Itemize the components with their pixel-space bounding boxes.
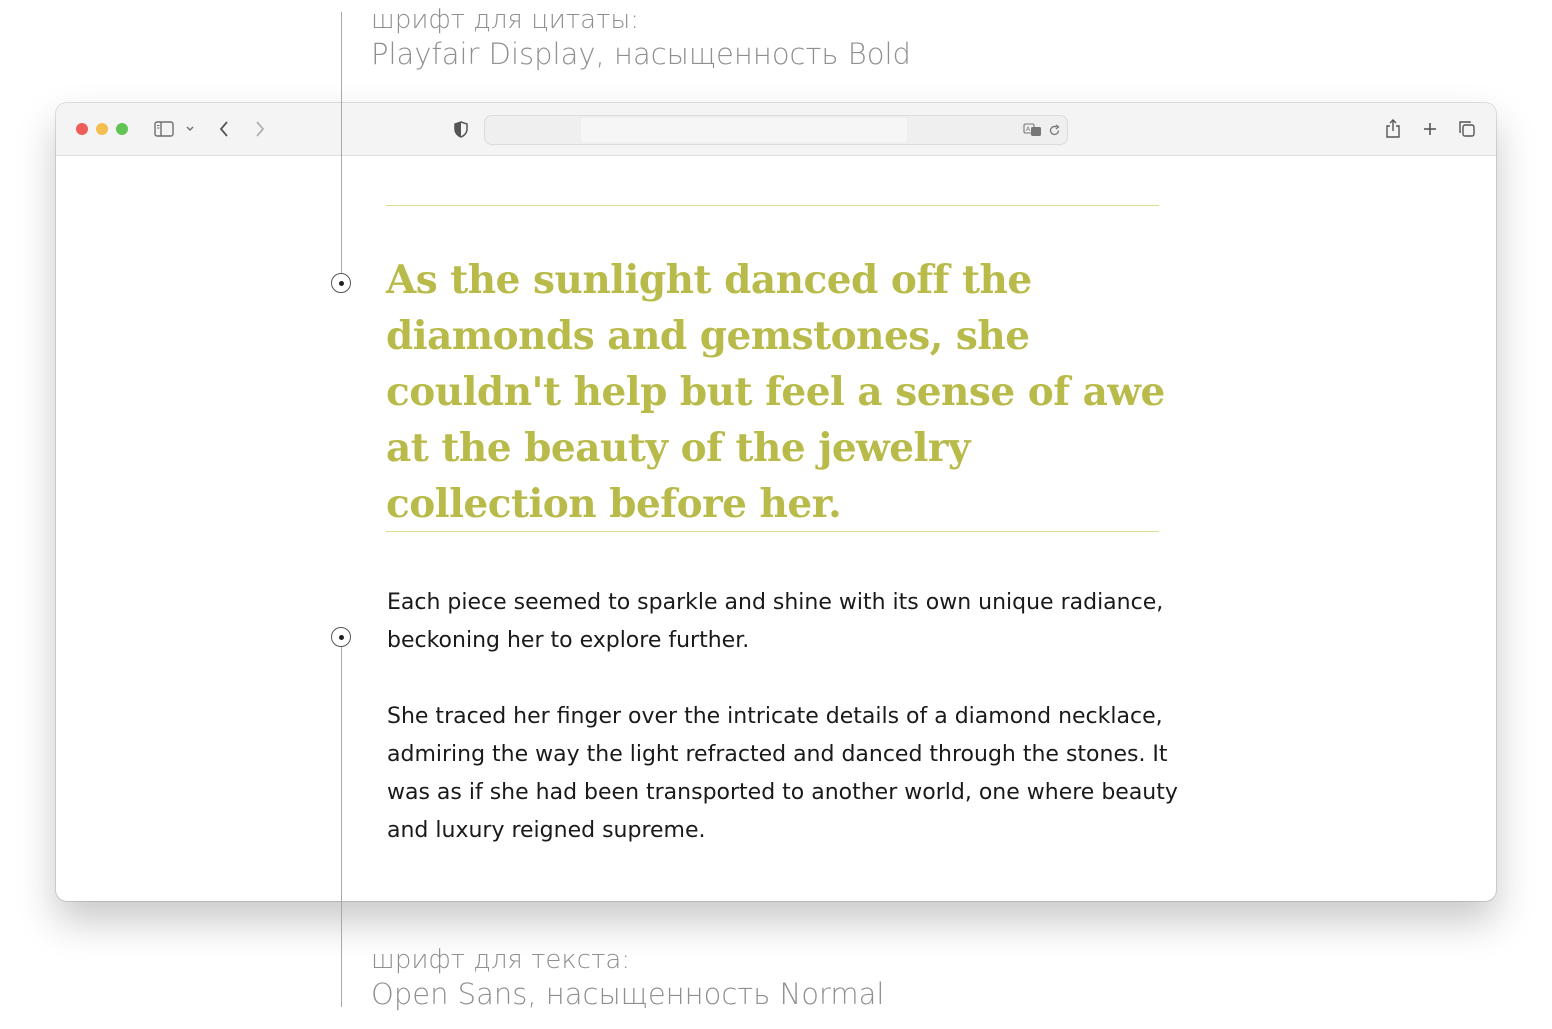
chevron-down-icon[interactable] [184, 118, 196, 140]
zoom-window-button[interactable] [116, 123, 128, 135]
translate-icon[interactable] [1023, 119, 1043, 141]
share-icon[interactable] [1384, 118, 1402, 140]
forward-icon[interactable] [252, 118, 268, 140]
quote-font-annotation [371, 4, 911, 72]
tabs-icon[interactable] [1458, 118, 1476, 140]
address-bar[interactable] [484, 115, 1068, 145]
quote-guide-marker [331, 273, 351, 293]
address-text-field[interactable] [581, 118, 907, 142]
text-guide-marker [331, 627, 351, 647]
browser-window [56, 103, 1496, 901]
quote-top-divider [386, 205, 1159, 206]
text-guide-line [341, 647, 342, 1007]
annotation-value: Playfair Display, насыщенность Bold [371, 37, 911, 71]
quote-guide-line [341, 12, 342, 273]
reload-icon[interactable] [1046, 119, 1062, 141]
pull-quote: As the sunlight danced off the diamonds and gemstones, she couldn't help but feel a sense of awe at the beauty of the jewelry collection before her. [386, 257, 1165, 527]
page-content [56, 156, 1496, 901]
plus-icon[interactable] [1421, 118, 1439, 140]
quote-bottom-divider [386, 531, 1159, 532]
annotation-label: шрифт для текста: [371, 945, 631, 975]
body-paragraph-2: She traced her finger over the intricate details of a diamond necklace, admiring the way the light refracted and danced through the stones. It was as if she had been transported to another world, one where beauty and luxury reigned supreme. [387, 704, 1178, 843]
minimize-window-button[interactable] [96, 123, 108, 135]
shield-icon[interactable] [452, 118, 470, 140]
browser-toolbar [56, 103, 1496, 156]
sidebar-icon[interactable] [153, 118, 175, 140]
annotation-value: Open Sans, насыщенность Normal [371, 977, 885, 1011]
back-icon[interactable] [216, 118, 232, 140]
close-window-button[interactable] [76, 123, 88, 135]
text-font-annotation [371, 944, 884, 1012]
svg-text:A: A [1026, 126, 1031, 133]
annotation-label: шрифт для цитаты: [371, 5, 640, 35]
body-paragraph-1: Each piece seemed to sparkle and shine with its own unique radiance, beckoning her to explore further. [387, 590, 1164, 653]
